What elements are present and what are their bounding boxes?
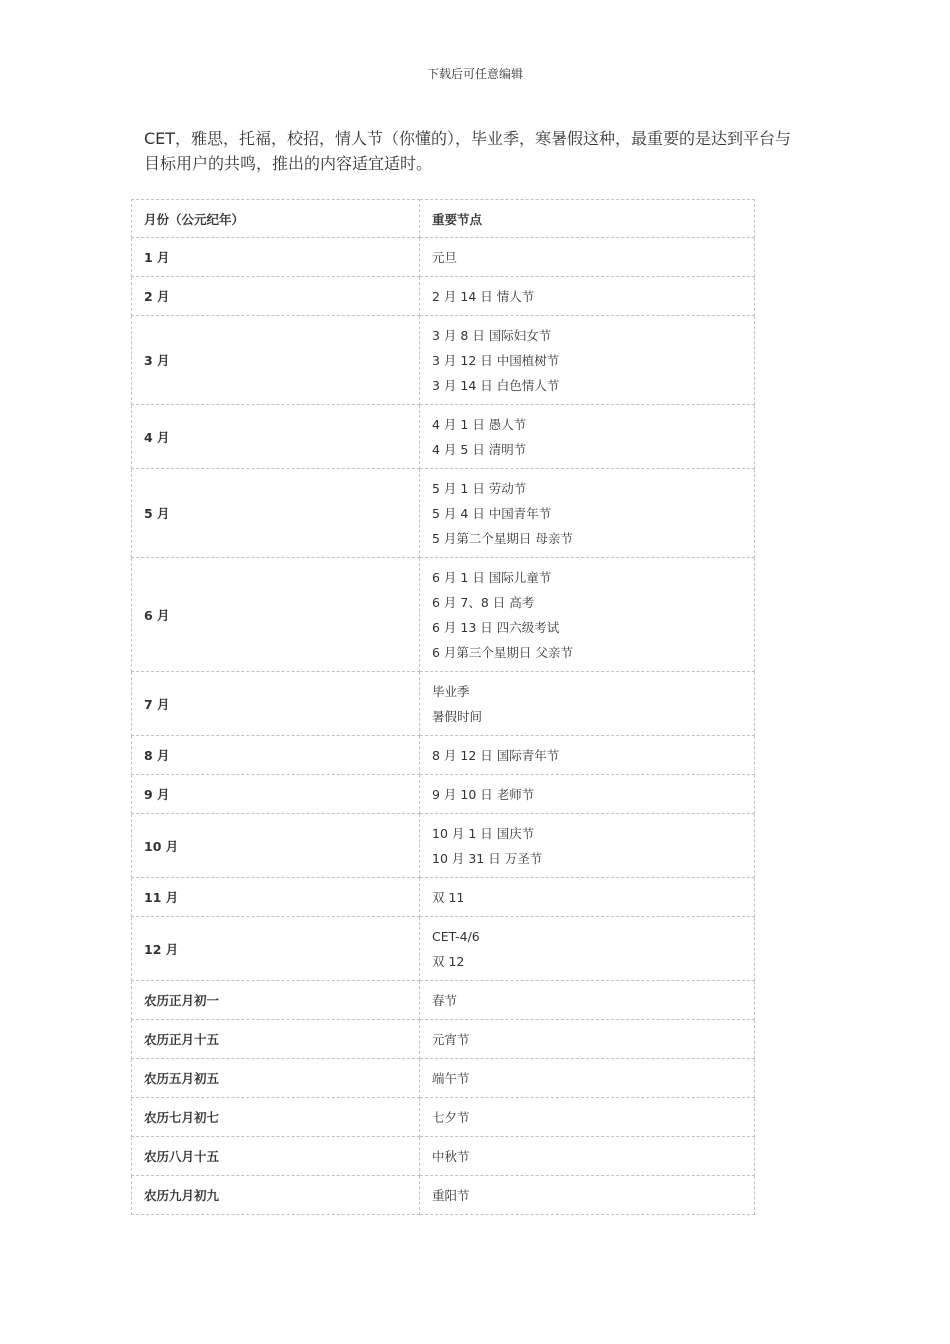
event-item: 双 11	[432, 890, 465, 905]
event-item: 9 月 10 日 老师节	[432, 787, 535, 802]
month-cell: 12 月	[132, 917, 420, 981]
table-row	[132, 878, 755, 917]
month-cell: 6 月	[132, 558, 420, 672]
table-header-row	[132, 200, 755, 238]
events-cell	[420, 316, 755, 405]
holiday-table	[131, 199, 755, 1215]
event-item: 5 月 1 日 劳动节	[432, 481, 527, 496]
events-cell	[420, 1137, 755, 1176]
month-cell: 2 月	[132, 277, 420, 316]
event-item: 6 月 1 日 国际儿童节	[432, 570, 552, 585]
event-item: 2 月 14 日 情人节	[432, 289, 535, 304]
month-cell: 5 月	[132, 469, 420, 558]
event-item: 3 月 8 日 国际妇女节	[432, 328, 552, 343]
table-body	[132, 238, 755, 1215]
intro-paragraph: CET，雅思，托福，校招，情人节（你懂的），毕业季，寒暑假这种，最重要的是达到平台与目标用户的共鸣，推出的内容适宜适时。	[144, 129, 792, 173]
event-item: 4 月 1 日 愚人节	[432, 417, 527, 432]
month-cell: 农历正月十五	[132, 1020, 420, 1059]
month-cell: 8 月	[132, 736, 420, 775]
events-cell	[420, 1020, 755, 1059]
events-cell	[420, 1059, 755, 1098]
month-cell: 10 月	[132, 814, 420, 878]
table-row	[132, 1020, 755, 1059]
event-item: 重阳节	[432, 1188, 470, 1203]
month-cell: 农历正月初一	[132, 981, 420, 1020]
column-header-events: 重要节点	[420, 200, 755, 238]
table-row	[132, 405, 755, 469]
page-header-note: 下载后可任意编辑	[426, 67, 523, 81]
events-cell	[420, 814, 755, 878]
event-item: 中秋节	[432, 1149, 470, 1164]
event-item: 6 月第三个星期日 父亲节	[432, 645, 573, 660]
events-cell	[420, 917, 755, 981]
events-cell	[420, 981, 755, 1020]
table-row	[132, 917, 755, 981]
event-item: 8 月 12 日 国际青年节	[432, 748, 560, 763]
table-row	[132, 277, 755, 316]
month-cell: 11 月	[132, 878, 420, 917]
event-item: 毕业季	[432, 684, 470, 699]
events-cell	[420, 878, 755, 917]
table-row	[132, 672, 755, 736]
event-item: CET-4/6	[432, 929, 480, 944]
event-item: 端午节	[432, 1071, 470, 1086]
table-row	[132, 238, 755, 277]
events-cell	[420, 1098, 755, 1137]
table-row	[132, 1059, 755, 1098]
table-row	[132, 558, 755, 672]
table-row	[132, 1098, 755, 1137]
event-item: 暑假时间	[432, 709, 483, 724]
event-item: 5 月 4 日 中国青年节	[432, 506, 552, 521]
event-item: 10 月 1 日 国庆节	[432, 826, 535, 841]
event-item: 元宵节	[432, 1032, 470, 1047]
table-row	[132, 981, 755, 1020]
events-cell	[420, 1176, 755, 1215]
events-cell	[420, 775, 755, 814]
month-cell: 农历九月初九	[132, 1176, 420, 1215]
event-item: 6 月 7、8 日 高考	[432, 595, 535, 610]
events-cell	[420, 238, 755, 277]
events-cell	[420, 469, 755, 558]
month-cell: 3 月	[132, 316, 420, 405]
events-cell	[420, 672, 755, 736]
month-cell: 农历五月初五	[132, 1059, 420, 1098]
month-cell: 1 月	[132, 238, 420, 277]
table-row	[132, 1137, 755, 1176]
column-header-month: 月份（公元纪年）	[132, 200, 420, 238]
table-row	[132, 814, 755, 878]
month-cell: 4 月	[132, 405, 420, 469]
event-item: 3 月 12 日 中国植树节	[432, 353, 560, 368]
event-item: 3 月 14 日 白色情人节	[432, 378, 560, 393]
month-cell: 农历七月初七	[132, 1098, 420, 1137]
events-cell	[420, 736, 755, 775]
event-item: 10 月 31 日 万圣节	[432, 851, 543, 866]
events-cell	[420, 405, 755, 469]
event-item: 6 月 13 日 四六级考试	[432, 620, 560, 635]
month-cell: 农历八月十五	[132, 1137, 420, 1176]
event-item: 4 月 5 日 清明节	[432, 442, 527, 457]
table-row	[132, 775, 755, 814]
table-row	[132, 736, 755, 775]
event-item: 春节	[432, 993, 458, 1008]
table-row	[132, 1176, 755, 1215]
events-cell	[420, 558, 755, 672]
events-cell	[420, 277, 755, 316]
event-item: 元旦	[432, 250, 458, 265]
table-row	[132, 316, 755, 405]
event-item: 5 月第二个星期日 母亲节	[432, 531, 573, 546]
table-row	[132, 469, 755, 558]
month-cell: 7 月	[132, 672, 420, 736]
month-cell: 9 月	[132, 775, 420, 814]
event-item: 七夕节	[432, 1110, 470, 1125]
event-item: 双 12	[432, 954, 465, 969]
